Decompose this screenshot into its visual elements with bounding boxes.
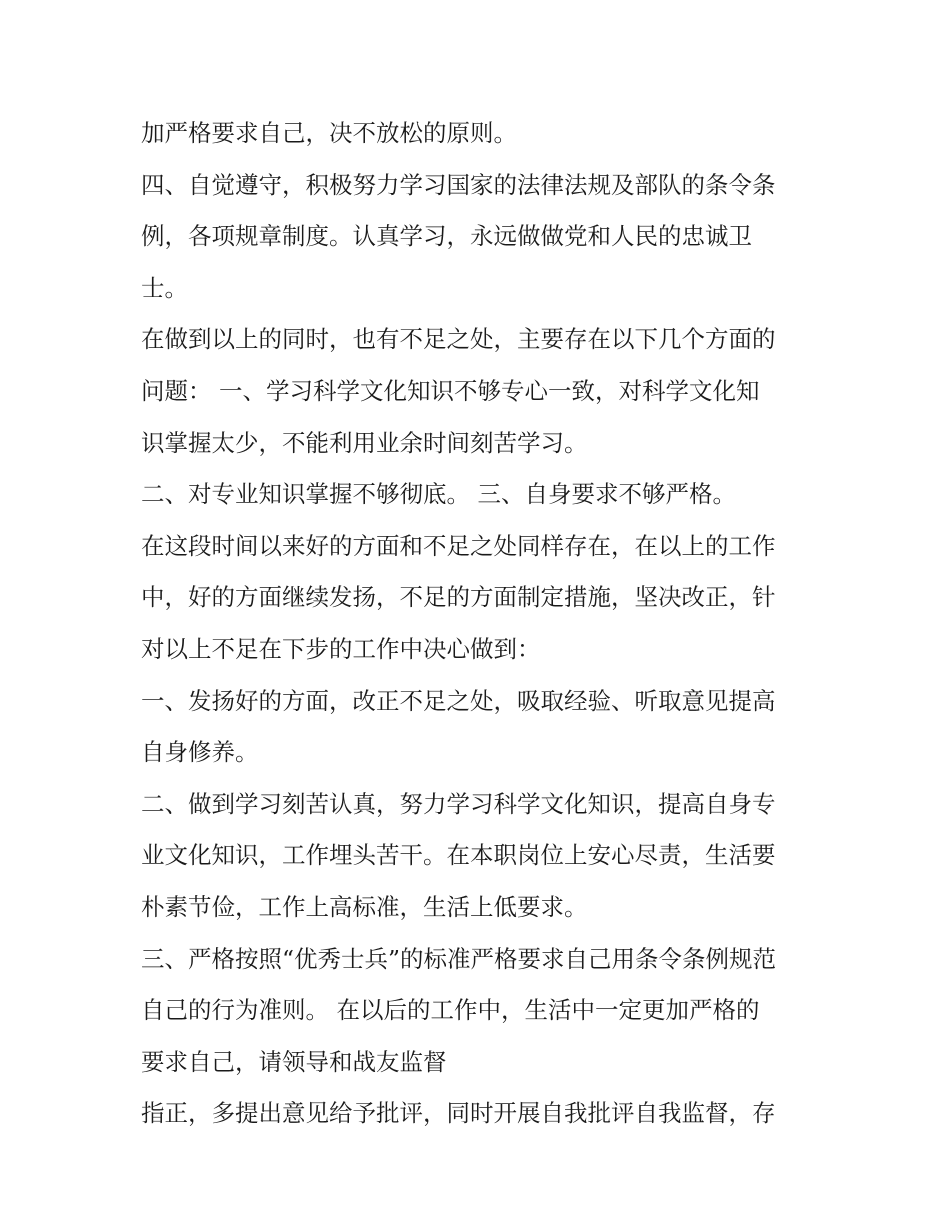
text-line: 加严格要求自己，决不放松的原则。 [141, 119, 517, 147]
text-line: 三、严格按照“优秀士兵”的标准严格要求自己用条令条例规范 [141, 944, 777, 973]
text-line: 士。 [141, 273, 188, 302]
text-line: 自身修养。 [141, 738, 259, 767]
text-line: 识掌握太少，不能利用业余时间刻苦学习。 [141, 428, 588, 457]
text-line: 二、对专业知识掌握不够彻底。 三、自身要求不够严格。 [141, 480, 736, 509]
text-line: 业文化知识，工作埋头苦干。在本职岗位上安心尽责，生活要 [141, 841, 776, 870]
text-line: 朴素节俭，工作上高标准，生活上低要求。 [141, 892, 588, 921]
text-line: 在这段时间以来好的方面和不足之处同样存在，在以上的工作 [141, 531, 776, 560]
text-line: 对以上不足在下步的工作中决心做到： [141, 634, 541, 663]
text-line: 问题： 一、学习科学文化知识不够专心一致，对科学文化知 [141, 376, 760, 405]
text-line: 要求自己，请领导和战友监督 [141, 1047, 447, 1076]
text-line: 在做到以上的同时，也有不足之处，主要存在以下几个方面的 [141, 325, 776, 354]
text-line: 二、做到学习刻苦认真，努力学习科学文化知识，提高自身专 [141, 789, 776, 818]
document-body [141, 108, 831, 1140]
text-line: 一、发扬好的方面，改正不足之处，吸取经验、听取意见提高 [141, 686, 776, 715]
text-line: 四、自觉遵守，积极努力学习国家的法律法规及部队的条令条 [141, 170, 776, 199]
text-line: 中，好的方面继续发扬，不足的方面制定措施，坚决改正，针 [141, 583, 776, 612]
text-line: 自己的行为准则。 在以后的工作中，生活中一定更加严格的 [141, 996, 760, 1025]
text-line: 例，各项规章制度。认真学习，永远做做党和人民的忠诚卫 [141, 222, 752, 251]
text-line: 指正，多提出意见给予批评，同时开展自我批评自我监督，存 [141, 1099, 776, 1128]
